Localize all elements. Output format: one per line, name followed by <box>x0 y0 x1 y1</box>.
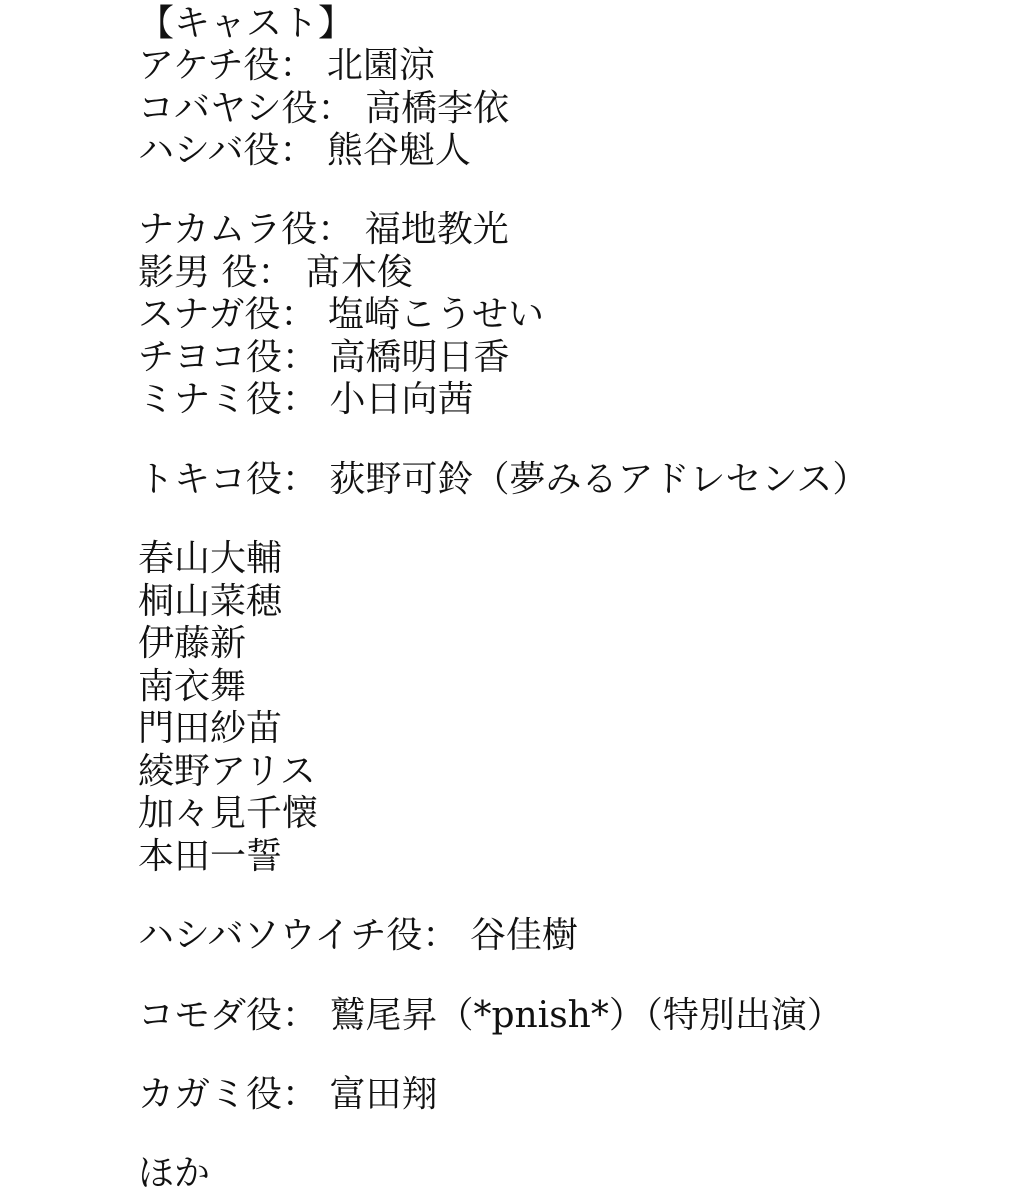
cast-line-hashiba-souichi: ハシバソウイチ役： 谷佳樹 <box>138 915 578 956</box>
ensemble-member: 伊藤新 <box>138 623 247 664</box>
cast-line-minami: ミナミ役： 小日向茜 <box>138 379 474 420</box>
cast-line-kageotoko: 影男 役： 髙木俊 <box>138 252 413 293</box>
cast-line-hashiba: ハシバ役： 熊谷魁人 <box>138 130 471 171</box>
cast-others: ほか <box>138 1153 211 1194</box>
cast-line-kagami: カガミ役： 富田翔 <box>138 1074 438 1115</box>
ensemble-member: 南衣舞 <box>138 666 247 707</box>
ensemble-member: 門田紗苗 <box>138 708 283 749</box>
ensemble-member: 綾野アリス <box>138 751 316 792</box>
cast-heading: 【キャスト】 <box>138 3 355 44</box>
ensemble-member: 桐山菜穂 <box>138 581 283 622</box>
cast-line-nakamura: ナカムラ役： 福地教光 <box>138 209 509 250</box>
ensemble-member: 加々見千懐 <box>138 793 319 834</box>
cast-line-chiyoko: チヨコ役： 高橋明日香 <box>138 337 510 378</box>
cast-line-akechi: アケチ役： 北園涼 <box>138 45 435 86</box>
cast-line-tokiko: トキコ役： 荻野可鈴（夢みるアドレセンス） <box>138 459 869 500</box>
cast-line-kobayashi: コバヤシ役： 高橋李依 <box>138 88 510 129</box>
ensemble-member: 本田一誓 <box>138 836 283 877</box>
ensemble-member: 春山大輔 <box>138 538 283 579</box>
cast-line-sunaga: スナガ役： 塩崎こうせい <box>138 294 545 335</box>
cast-line-komoda: コモダ役： 鷲尾昇（*pnish*）（特別出演） <box>138 995 843 1036</box>
